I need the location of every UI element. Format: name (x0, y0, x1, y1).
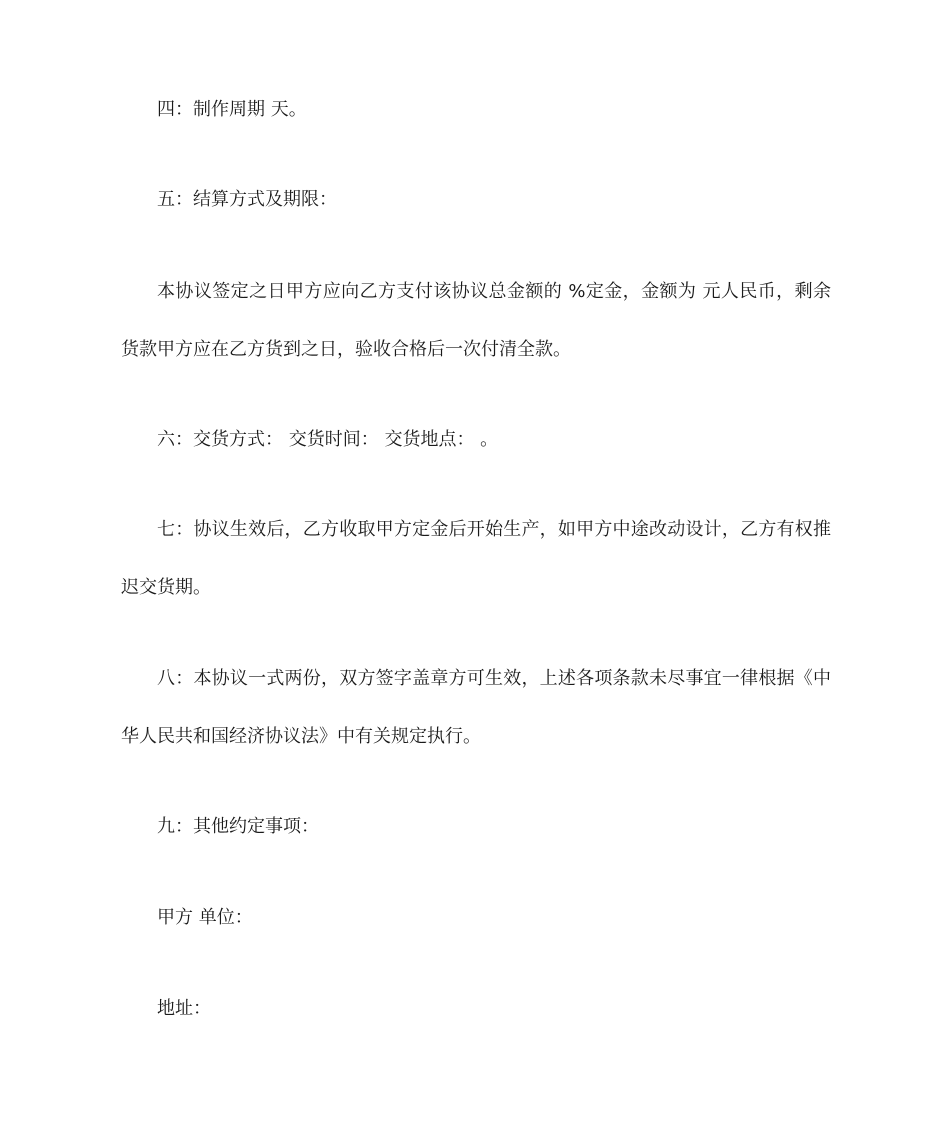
clause-7-effect-line-1: 七：协议生效后，乙方收取甲方定金后开始生产，如甲方中途改动设计，乙方有权推 (157, 519, 831, 540)
clause-8-copies-line-2: 华人民共和国经济协议法》中有关规定执行。 (121, 726, 481, 747)
party-a-unit: 甲方 单位： (157, 907, 253, 928)
clause-8-copies-line-1: 八：本协议一式两份，双方签字盖章方可生效，上述各项条款未尽事宜一律根据《中 (157, 668, 831, 689)
clause-5-settlement-text-line-2: 货款甲方应在乙方货到之日，验收合格后一次付清全款。 (121, 339, 571, 360)
clause-7-effect-line-2: 迟交货期。 (121, 577, 211, 598)
clause-9-other-matters: 九：其他约定事项： (157, 816, 319, 837)
clause-5-settlement-text-line-1: 本协议签定之日甲方应向乙方支付该协议总金额的 %定金，金额为 元人民币，剩余 (157, 281, 831, 302)
clause-6-delivery: 六：交货方式： 交货时间： 交货地点： 。 (157, 429, 499, 450)
clause-4-production-period: 四：制作周期 天。 (157, 99, 307, 120)
clause-5-settlement-heading: 五：结算方式及期限： (157, 189, 337, 210)
party-a-address: 地址： (157, 998, 211, 1019)
